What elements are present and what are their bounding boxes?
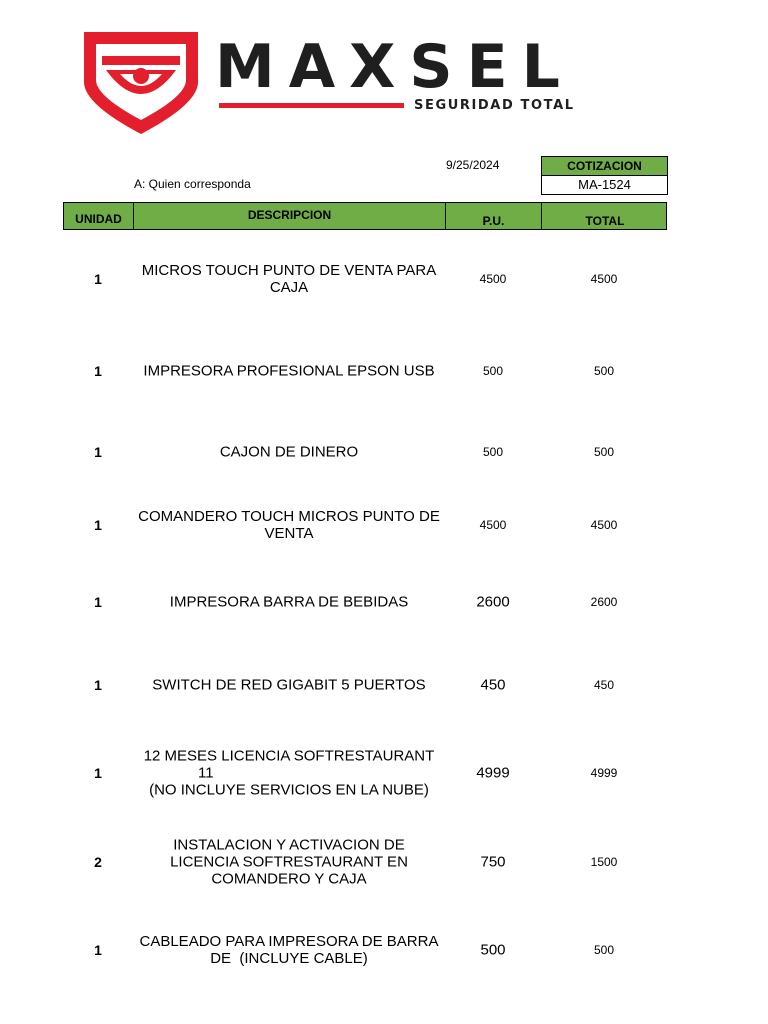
row-unit: 1 xyxy=(94,594,102,610)
row-description: IMPRESORA PROFESIONAL EPSON USB xyxy=(143,362,435,380)
column-header-unidad: UNIDAD xyxy=(64,203,134,229)
row-unit: 1 xyxy=(94,677,102,693)
row-unit-price: 500 xyxy=(482,445,504,459)
row-total: 4500 xyxy=(590,518,618,532)
row-unit: 1 xyxy=(94,942,102,958)
row-unit: 1 xyxy=(94,517,102,533)
column-header-descripcion: DESCRIPCION xyxy=(134,203,446,229)
company-logo xyxy=(80,30,600,140)
quote-date: 9/25/2024 xyxy=(446,158,500,172)
row-unit: 2 xyxy=(94,854,102,870)
quote-number: MA-1524 xyxy=(541,175,668,195)
row-unit-price: 750 xyxy=(480,853,506,871)
column-header-pu: P.U. xyxy=(446,203,542,229)
row-description: INSTALACION Y ACTIVACION DE LICENCIA SOFTRESTAURANT EN COMANDERO Y CAJA xyxy=(170,836,408,888)
brand-tagline: SEGURIDAD TOTAL xyxy=(414,98,575,113)
row-total: 1500 xyxy=(590,855,618,869)
row-description: CABLEADO PARA IMPRESORA DE BARRA DE (INCLUYE CABLE) xyxy=(139,933,439,967)
row-description: 12 MESES LICENCIA SOFTRESTAURANT 11 (NO INCLUYE SERVICIOS EN LA NUBE) xyxy=(143,747,435,799)
row-unit-price: 4999 xyxy=(476,764,510,782)
row-unit-price: 450 xyxy=(480,676,506,694)
table-header xyxy=(63,202,667,230)
shield-icon xyxy=(80,30,205,136)
row-description: MICROS TOUCH PUNTO DE VENTA PARA CAJA xyxy=(141,262,437,296)
row-total: 2600 xyxy=(590,595,618,609)
row-unit-price: 500 xyxy=(482,364,504,378)
row-total: 500 xyxy=(593,445,615,459)
row-unit-price: 4500 xyxy=(479,518,507,532)
row-unit: 1 xyxy=(94,271,102,287)
row-description: CAJON DE DINERO xyxy=(219,443,359,461)
row-unit: 1 xyxy=(94,363,102,379)
row-total: 4500 xyxy=(590,272,618,286)
brand-name: MAXSEL xyxy=(215,32,574,102)
quote-label: COTIZACION xyxy=(541,156,668,176)
column-header-total: TOTAL xyxy=(585,214,625,228)
row-total: 500 xyxy=(593,943,615,957)
row-description: IMPRESORA BARRA DE BEBIDAS xyxy=(169,593,409,611)
row-description: SWITCH DE RED GIGABIT 5 PUERTOS xyxy=(152,676,426,694)
recipient-label: A: Quien corresponda xyxy=(134,177,251,191)
row-unit-price: 500 xyxy=(480,941,506,959)
brand-underline xyxy=(219,103,404,108)
row-unit-price: 4500 xyxy=(479,272,507,286)
row-total: 450 xyxy=(593,678,615,692)
row-total: 500 xyxy=(593,364,615,378)
row-unit: 1 xyxy=(94,765,102,781)
row-unit-price: 2600 xyxy=(476,593,510,611)
row-description: COMANDERO TOUCH MICROS PUNTO DE VENTA xyxy=(138,508,440,542)
row-unit: 1 xyxy=(94,444,102,460)
row-total: 4999 xyxy=(590,766,618,780)
